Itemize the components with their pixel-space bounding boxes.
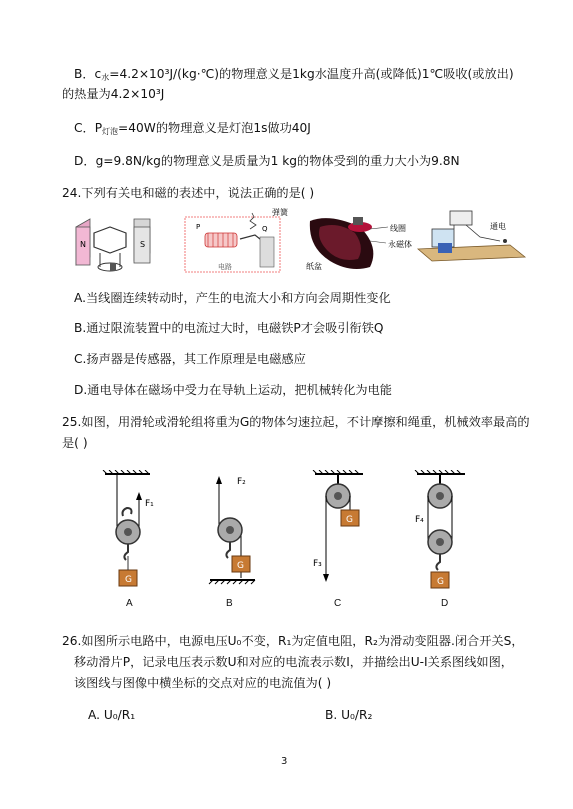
coil-label: 线圈 [390,224,406,233]
pulley-a [103,470,154,586]
q26-option-b: B. U₀/R₂ [325,708,373,722]
pulley-label-c: C [334,598,342,609]
q24-stem: 24.下列有关电和磁的表述中，说法正确的是( ) [62,186,315,200]
pulley-label-a: A [126,598,133,609]
q24-option-b: B.通过限流装置中的电流过大时，电磁铁P才会吸引衔铁Q [74,321,384,335]
current-limiter-figure [185,207,289,272]
speaker-figure [306,217,412,271]
generator-figure [76,219,150,271]
magnet-s-label: S [140,240,146,249]
magnet-label: 永磁体 [388,240,412,249]
pulley-b [209,476,255,584]
q24-option-c: C.扬声器是传感器，其工作原理是电磁感应 [74,352,306,366]
weight-b-label: G [237,561,244,571]
weight-a-label: G [125,575,132,585]
magnet-n-label: N [80,240,86,249]
power-label: 通电 [490,222,506,231]
q26-stem-line3: 该图线与图像中横坐标的交点对应的电流值为( ) [74,676,332,690]
option-b-line2: 的热量为4.2×10³J [62,87,165,101]
energized-conductor-figure [418,211,525,261]
pulley-c [313,470,363,582]
force-f1-label: F₁ [145,499,154,509]
force-f3-label: F₃ [313,559,322,569]
svg-text:电路: 电路 [218,263,232,271]
q24-option-a: A.当线圈连续转动时，产生的电流大小和方向会周期性变化 [74,291,391,305]
force-f4-label: F₄ [415,515,424,525]
q-label: Q [262,225,268,233]
q25-stem-line2: 是( ) [62,436,88,450]
q26-stem-line2: 移动滑片P，记录电压表示数U和对应的电流表示数I，并描绘出U-I关系图线如图， [74,655,513,669]
p-label: P [196,223,201,231]
pulley-label-b: B [226,598,233,609]
cone-label: 纸盆 [306,262,322,271]
pulley-label-d: D [441,598,449,609]
q24-option-d: D.通电导体在磁场中受力在导轨上运动，把机械转化为电能 [74,383,392,397]
option-b-line1: B．$c_水=4.2\times 10^3J/(kg\cdot℃)$的物理意义是1kg水温度升高(或降低)1℃吸收(或放出) [74,67,514,82]
pulley-d [415,470,465,588]
q25-stem-line1: 25.如图，用滑轮或滑轮组将重为G的物体匀速拉起，不计摩擦和绳重，机械效率最高的 [62,415,530,429]
q25-pulley-figures [95,470,475,610]
option-d: D．g=9.8N/kg的物理意义是质量为1 kg的物体受到的重力大小为9.8N [74,154,460,168]
option-c: C．$P_{灯泡}=40W$的物理意义是灯泡1s做功40J [74,121,311,136]
q26-stem-line1: 26.如图所示电路中，电源电压U₀不变，R₁为定值电阻，R₂为滑动变阻器.闭合开关S， [62,634,524,648]
q24-figures [70,207,530,277]
weight-c-label: G [346,515,353,525]
force-f2-label: F₂ [237,477,246,487]
q26-option-a: A. U₀/R₁ [88,708,136,722]
page-number: 3 [281,756,288,767]
spring-label: 弹簧 [272,208,288,217]
weight-d-label: G [437,577,444,587]
